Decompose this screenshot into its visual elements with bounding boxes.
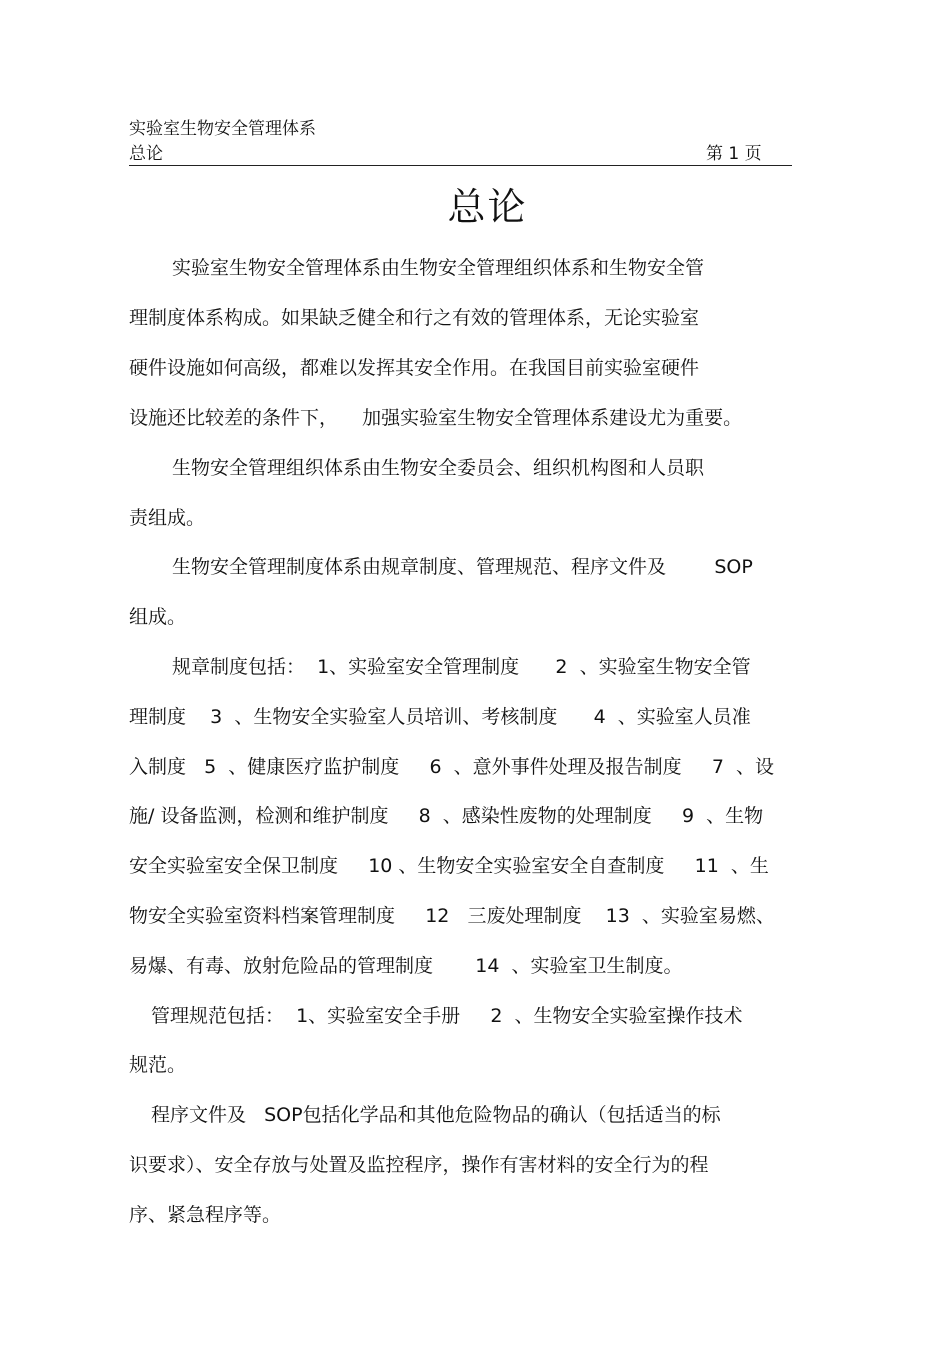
body-line-11: 入制度 5 、健康医疗监护制度 6 、意外事件处理及报告制度 7 、设	[129, 756, 775, 778]
body-line-20: 序、紧急程序等。	[129, 1204, 282, 1226]
body-line-2: 理制度体系构成。如果缺乏健全和行之有效的管理体系，无论实验室	[129, 307, 700, 329]
body-line-1: 实验室生物安全管理体系由生物安全管理组织体系和生物安全管	[172, 257, 705, 279]
header-rule	[129, 165, 792, 166]
body-line-14: 物安全实验室资料档案管理制度 12 三废处理制度 13 、实验室易燃、	[129, 905, 775, 927]
page-title: 总论	[447, 185, 528, 229]
header-document-title: 实验室生物安全管理体系	[129, 119, 316, 139]
body-line-18: 程序文件及 SOP包括化学品和其他危险物品的确认（包括适当的标	[151, 1104, 721, 1126]
body-line-4: 设施还比较差的条件下， 加强实验室生物安全管理体系建设尤为重要。	[129, 407, 743, 429]
body-line-9: 规章制度包括： 1、实验室安全管理制度 2 、实验室生物安全管	[172, 656, 751, 678]
body-line-15: 易爆、有毒、放射危险品的管理制度 14 、实验室卫生制度。	[129, 955, 683, 977]
body-line-19: 识要求）、安全存放与处置及监控程序，操作有害材料的安全行为的程	[129, 1154, 709, 1176]
body-line-6: 责组成。	[129, 507, 206, 529]
body-line-10: 理制度 3 、生物安全实验室人员培训、考核制度 4 、实验室人员准	[129, 706, 751, 728]
body-line-7: 生物安全管理制度体系由规章制度、管理规范、程序文件及 SOP	[172, 556, 753, 578]
body-line-17: 规范。	[129, 1054, 187, 1076]
body-line-5: 生物安全管理组织体系由生物安全委员会、组织机构图和人员职	[172, 457, 705, 479]
header-page-number: 第 1 页	[706, 144, 762, 164]
body-line-13: 安全实验室安全保卫制度 10 、生物安全实验室安全自查制度 11 、生	[129, 855, 769, 877]
body-line-16: 管理规范包括： 1、实验室安全手册 2 、生物安全实验室操作技术	[151, 1005, 743, 1027]
header-section-name: 总论	[129, 144, 163, 164]
body-line-8: 组成。	[129, 606, 187, 628]
body-line-12: 施/ 设备监测，检测和维护制度 8 、感染性废物的处理制度 9 、生物	[129, 805, 764, 827]
body-line-3: 硬件设施如何高级，都难以发挥其安全作用。在我国目前实验室硬件	[129, 357, 700, 379]
